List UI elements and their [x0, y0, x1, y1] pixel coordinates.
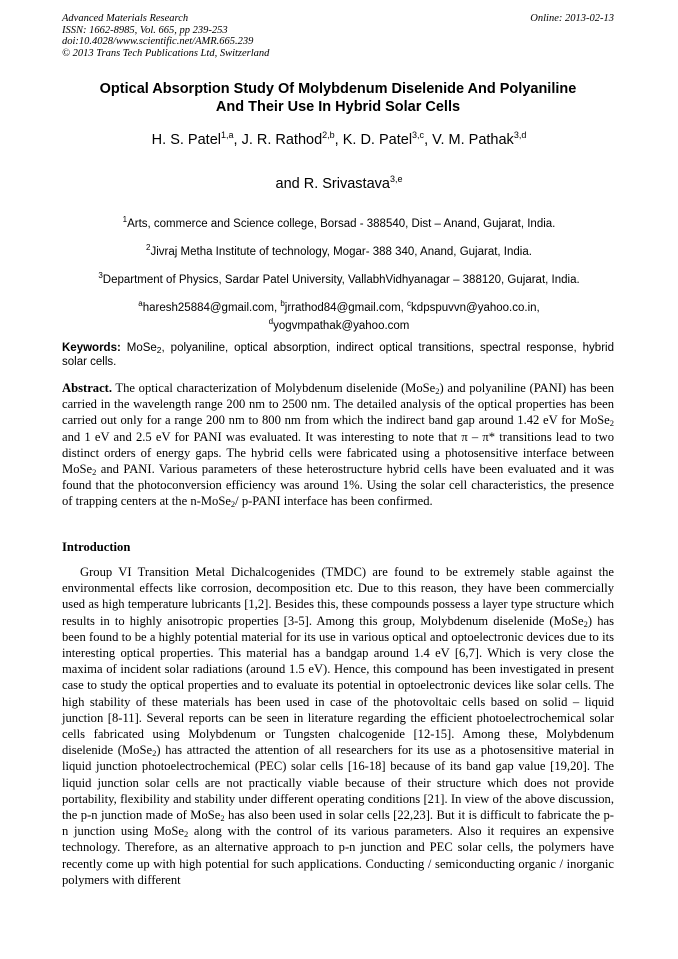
- paper-title: [62, 80, 614, 116]
- author-name: V. M. Pathak: [432, 131, 514, 148]
- keywords-label: Keywords:: [62, 342, 121, 354]
- introduction-heading: Introduction: [62, 540, 131, 554]
- affiliation-1: [40, 213, 638, 231]
- email-link[interactable]: jrrathod84@gmail.com,: [284, 301, 408, 314]
- journal-copyright: © 2013 Trans Tech Publications Ltd, Switzerland: [62, 47, 270, 59]
- author-list: H. S. Patel$^{1,a}$, J. R. Rathod$^{2,b}$, K. D. Patel$^{3,c}$, V. M. Pathak$^{3,d}$: [151, 130, 527, 148]
- affiliation-text: Arts, commerce and Science college, Borsad - 388540, Dist – Anand, Gujarat, India.: [127, 217, 556, 230]
- body-text: has also been used in solar cells [22,23]. But it is difficult to fabricate the p-n junction using MoSe: [62, 808, 614, 839]
- body-text: ) has been found to be a highly potential material for its use in various optical and optoelectronic devices due to its interesting optical properties. This material has a bandgap around 1.4 eV [6,7]. Which is very close the maxima of incident solar radiations (around 1.5 eV). Hence, this compound has been investigated in present case to study the optical properties and to evaluate its potential in optoelectronic devices like solar cells. The high stability of these materials has been used in case of the photovoltaic cells based on solid – liquid junction [8-11]. Several reports can be seen in literature regarding the efficient photoelectrochemical solar cells fabricated using Molybdenum or Tungsten chalcogenide [12-15]. Among these, Molybdenum diselenide (MoSe: [62, 613, 614, 758]
- subscript: 2: [609, 418, 614, 429]
- email-link[interactable]: kdpspuvvn@yahoo.co.in,: [411, 301, 540, 314]
- affiliation-text: Department of Physics, Sardar Patel University, VallabhVidhyanagar – 388120, Gujarat, India.: [102, 273, 580, 286]
- body-text: ) has attracted the attention of all researchers for its use as a photosensitive material in liquid junction photoelectrochemical (PEC) solar cells [16-18] because of its band gap value [19,20]. The liquid junction solar cells are not practically viable because of their structure which does not provide portability, flexibility and stability under different operating conditions [21]. In view of the above discussion, the p-n junction made of MoSe: [62, 743, 614, 823]
- affiliation-2: [40, 241, 638, 259]
- abstract-text: and 1 eV and 2.5 eV for PANI was evaluated. It was interesting to note that π – π* transitions lead to two distinct orders of energy gaps. The hybrid cells were fabricated using a photosensitive interface between MoSe: [62, 429, 614, 477]
- email-sup: b: [280, 299, 285, 308]
- email-sup: c: [407, 299, 412, 308]
- journal-doi: doi:10.4028/www.scientific.net/AMR.665.239: [62, 36, 254, 47]
- body-text: along with the control of its various parameters. Also it requires an expensive technology. Therefore, as an alternative approach to p-n junction and PEC solar cells, the polymers have recently come up with high potential for such applications. Conducting / semiconducting organic / inorganic polymers with different: [62, 824, 614, 887]
- author-sup: 3,c: [412, 130, 425, 140]
- keywords-text: , polyaniline, optical absorption, indirect optical transitions, spectral response, hybrid solar cells.: [62, 342, 614, 368]
- affiliation-sup: 1: [122, 215, 128, 224]
- introduction-body: [62, 564, 614, 888]
- author-name: H. S. Patel: [151, 131, 221, 148]
- subscript: 2: [435, 386, 440, 396]
- author-sup: 1,a: [220, 130, 234, 140]
- email-link[interactable]: haresh25884@gmail.com,: [142, 301, 281, 314]
- author-name: J. R. Rathod: [241, 131, 323, 148]
- subscript: 2: [230, 499, 236, 510]
- abstract-text: / p-PANI interface has been confirmed.: [235, 494, 433, 509]
- keywords-text: MoSe: [120, 342, 157, 354]
- online-date: Online: 2013-02-13: [530, 13, 614, 24]
- abstract-text: and PANI. Various parameters of these heterostructure hybrid cells have been evaluated and it was found that the photoconversion efficiency was around 1%. Using the solar cell characteristics, the presence of trapping centers at the n-MoSe: [62, 462, 614, 509]
- journal-header: [62, 13, 269, 59]
- body-text: Group VI Transition Metal Dichalcogenides (TMDC) are found to be extremely stable against the environmental effects like corrosion, decomposition etc. Due to this reason, they have been commercially used as high temperature lubricants [1,2]. Besides this, these compounds possess a layer type structure which results in to highly anisotropic properties [3-5]. Among this group, Molybdenum diselenide (MoSe: [62, 565, 614, 628]
- title-line-1: Optical Absorption Study Of Molybdenum Diselenide And Polyaniline: [99, 81, 577, 97]
- abstract-label: Abstract.: [62, 381, 113, 395]
- keywords: [62, 341, 614, 369]
- affiliation-sup: 3: [98, 271, 103, 280]
- email-sup: d: [268, 316, 274, 326]
- email-list: [40, 297, 638, 333]
- author-sup: 2,b: [322, 130, 335, 140]
- subscript: 2: [220, 813, 225, 824]
- author-sup: 3,e: [389, 174, 403, 184]
- abstract-text: The optical characterization of Molybdenum diselenide (MoSe: [112, 381, 436, 395]
- email-sup: a: [138, 299, 143, 308]
- affiliation-sup: 2: [146, 243, 151, 252]
- author-name: and R. Srivastava: [275, 175, 390, 192]
- journal-name: Advanced Materials Research: [62, 13, 189, 24]
- subscript: 2: [152, 748, 157, 759]
- subscript: 2: [583, 618, 588, 629]
- author-list-line-2: [40, 174, 638, 192]
- abstract: [62, 380, 614, 510]
- affiliation-text: Jivraj Metha Institute of technology, Mogar- 388 340, Anand, Gujarat, India.: [150, 245, 532, 258]
- subscript: 2: [156, 345, 162, 355]
- journal-issn: ISSN: 1662-8985, Vol. 665, pp 239-253: [62, 24, 228, 36]
- email-link[interactable]: yogvmpathak@yahoo.com: [273, 319, 410, 332]
- abstract-text: ) and polyaniline (PANI) has been carried in the wavelength range 200 nm to 2500 nm. The detailed analysis of the optical properties has been carried out only for a range 200 nm to 800 nm from which the indirect band gap around 1.42 eV for MoSe: [62, 381, 614, 428]
- subscript: 2: [92, 467, 97, 478]
- author-name: K. D. Patel: [342, 131, 413, 148]
- author-sup: 3,d: [513, 130, 527, 140]
- affiliation-3: [40, 269, 638, 287]
- subscript: 2: [183, 829, 189, 840]
- title-line-2: And Their Use In Hybrid Solar Cells: [215, 99, 461, 115]
